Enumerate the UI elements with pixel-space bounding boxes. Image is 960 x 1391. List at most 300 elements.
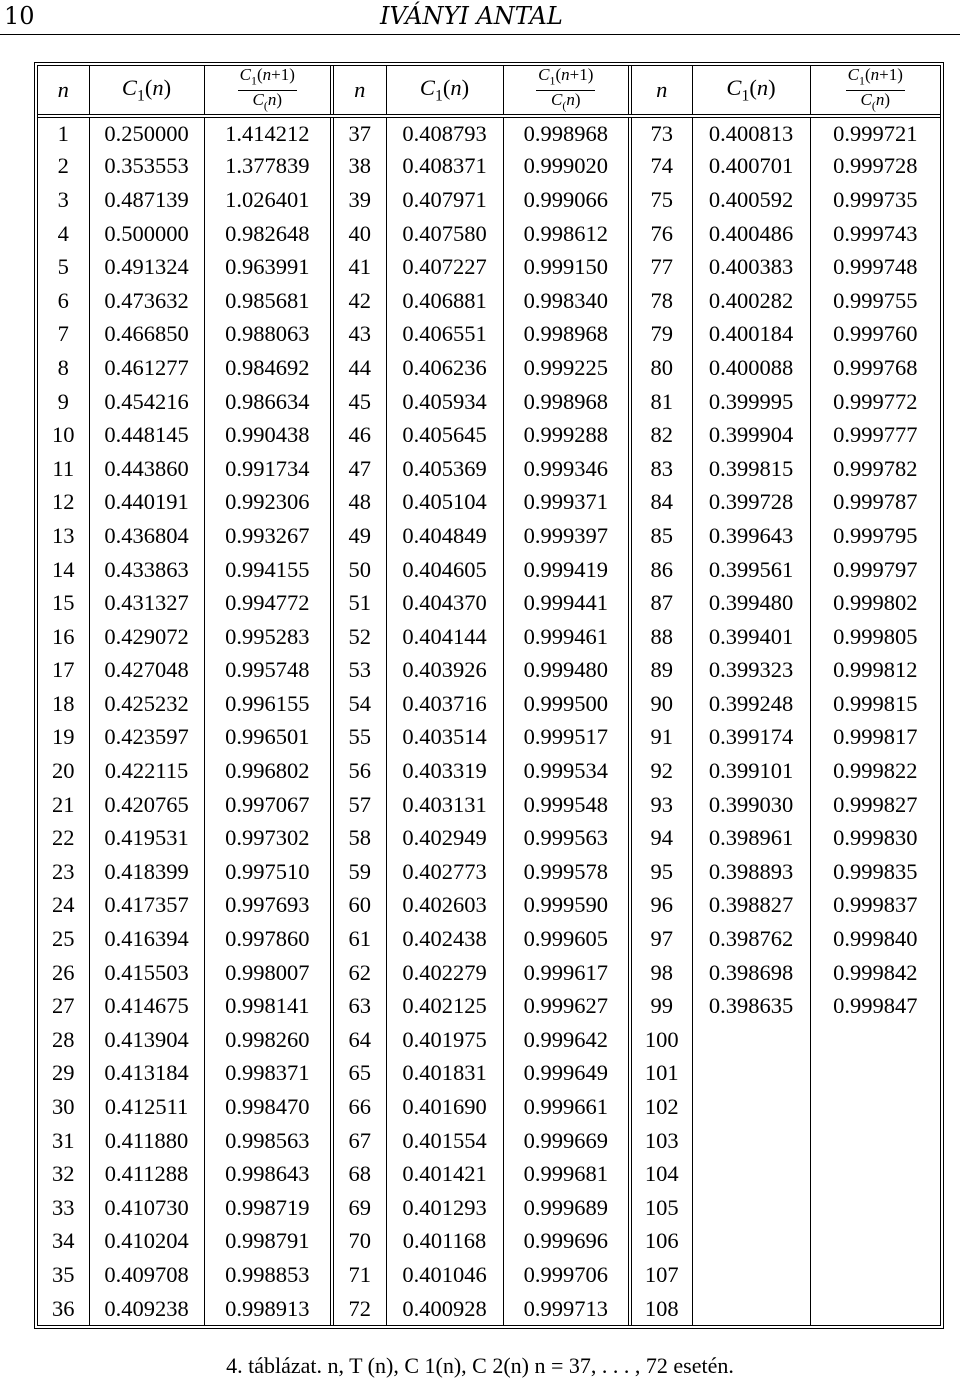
table-cell: 0.999797 [810, 553, 940, 587]
table-cell: 57 [332, 788, 386, 822]
table-cell: 0.414675 [89, 989, 204, 1023]
table-cell: 0.398635 [692, 989, 810, 1023]
table-row [38, 687, 940, 721]
table-row [38, 183, 940, 217]
table-cell: 0.999642 [503, 1023, 630, 1057]
table-cell: 0.407227 [386, 250, 503, 284]
table-cell: 39 [332, 183, 386, 217]
table-cell [692, 1090, 810, 1124]
table-cell: 0.454216 [89, 385, 204, 419]
table-cell: 0.412511 [89, 1090, 204, 1124]
table-cell: 0.404370 [386, 586, 503, 620]
table-row [38, 721, 940, 755]
table-cell: 0.999346 [503, 452, 630, 486]
table-cell: 46 [332, 418, 386, 452]
table-cell: 0.407580 [386, 217, 503, 251]
table-row [38, 989, 940, 1023]
table-cell: 0.405369 [386, 452, 503, 486]
table-cell: 0.999827 [810, 788, 940, 822]
table-cell: 48 [332, 486, 386, 520]
table-cell [810, 1157, 940, 1191]
column-header: $C_1(n)$ [386, 66, 503, 116]
column-header: n [332, 66, 386, 116]
table-row [38, 217, 940, 251]
table-row [38, 284, 940, 318]
table-cell: 0.999735 [810, 183, 940, 217]
table-cell: 26 [52, 959, 75, 985]
table-cell: 0.399174 [692, 721, 810, 755]
table-cell: 0.999787 [810, 486, 940, 520]
table-row [38, 519, 940, 553]
table-cell: 89 [630, 654, 692, 688]
table-cell: 9 [57, 388, 69, 414]
table-cell: 0.403319 [386, 754, 503, 788]
table-cell: 43 [332, 318, 386, 352]
table-cell: 23 [52, 858, 75, 884]
table-cell: 10 [52, 422, 75, 448]
table-cell: 0.999419 [503, 553, 630, 587]
table-cell: 0.402603 [386, 889, 503, 923]
table-cell: 50 [332, 553, 386, 587]
table-cell: 79 [630, 318, 692, 352]
table-cell: 104 [630, 1157, 692, 1191]
table-cell: 0.990438 [204, 418, 332, 452]
table-cell: 0.999669 [503, 1124, 630, 1158]
table-row [38, 1191, 940, 1225]
table-cell: 0.986634 [204, 385, 332, 419]
table-cell: 6 [57, 287, 69, 313]
table-cell: 0.411288 [89, 1157, 204, 1191]
table-cell: 74 [630, 150, 692, 184]
table-cell: 2 [57, 153, 69, 179]
table-row [38, 821, 940, 855]
table-cell: 101 [630, 1057, 692, 1091]
table-cell: 0.999822 [810, 754, 940, 788]
table-cell [692, 1124, 810, 1158]
table-cell: 0.403716 [386, 687, 503, 721]
table-cell: 42 [332, 284, 386, 318]
table-cell: 0.500000 [89, 217, 204, 251]
table-cell: 86 [630, 553, 692, 587]
table-cell: 0.402773 [386, 855, 503, 889]
table-cell: 0.999805 [810, 620, 940, 654]
column-header: $\frac{C_1(n+1)}{C_(n)}$ [810, 66, 940, 116]
table-cell: 51 [332, 586, 386, 620]
table-cell: 0.999782 [810, 452, 940, 486]
table-cell: 0.999706 [503, 1258, 630, 1292]
page-header [0, 0, 960, 36]
table-cell: 0.997067 [204, 788, 332, 822]
table-cell: 0.999441 [503, 586, 630, 620]
column-header: $\frac{C_1(n+1)}{C_(n)}$ [503, 66, 630, 116]
table-row [38, 418, 940, 452]
table-cell: 0.998340 [503, 284, 630, 318]
table-cell: 0.997302 [204, 821, 332, 855]
page-number: 10 [4, 2, 35, 30]
table-cell: 0.400701 [692, 150, 810, 184]
table-cell: 59 [332, 855, 386, 889]
table-cell: 78 [630, 284, 692, 318]
table-cell [692, 1225, 810, 1259]
table-cell: 24 [52, 892, 75, 918]
table-cell: 0.404849 [386, 519, 503, 553]
table-cell: 0.399728 [692, 486, 810, 520]
table-cell: 0.999802 [810, 586, 940, 620]
table-cell: 0.399815 [692, 452, 810, 486]
table-cell: 0.999847 [810, 989, 940, 1023]
running-title: IVÁNYI ANTAL [380, 2, 563, 30]
table-cell [810, 1191, 940, 1225]
table-cell: 14 [52, 556, 75, 582]
table-cell: 12 [52, 489, 75, 515]
table-cell: 85 [630, 519, 692, 553]
table-cell: 96 [630, 889, 692, 923]
column-header: n [38, 66, 89, 116]
table-cell: 0.998853 [204, 1258, 332, 1292]
table-cell: 0.403131 [386, 788, 503, 822]
table-cell: 19 [52, 724, 75, 750]
table-cell: 17 [52, 657, 75, 683]
table-cell: 0.998913 [204, 1292, 332, 1326]
table-cell: 0.998470 [204, 1090, 332, 1124]
table-cell: 40 [332, 217, 386, 251]
table-cell: 0.400592 [692, 183, 810, 217]
table-row [38, 116, 940, 150]
table-cell: 0.998371 [204, 1057, 332, 1091]
table-cell [810, 1225, 940, 1259]
table-cell: 60 [332, 889, 386, 923]
table-cell: 65 [332, 1057, 386, 1091]
table-cell: 0.401293 [386, 1191, 503, 1225]
table-cell: 0.998791 [204, 1225, 332, 1259]
table-cell: 0.398762 [692, 922, 810, 956]
table-cell: 0.998968 [503, 116, 630, 150]
table-cell: 0.999748 [810, 250, 940, 284]
table-cell: 0.398698 [692, 956, 810, 990]
table-cell: 0.998643 [204, 1157, 332, 1191]
table-cell: 0.400282 [692, 284, 810, 318]
table-cell: 0.999721 [810, 116, 940, 150]
table-cell: 0.431327 [89, 586, 204, 620]
table-cell: 0.399401 [692, 620, 810, 654]
table-cell: 0.999517 [503, 721, 630, 755]
table-cell: 0.999777 [810, 418, 940, 452]
table-row [38, 1023, 940, 1057]
table-cell: 0.999578 [503, 855, 630, 889]
table-cell: 0.487139 [89, 183, 204, 217]
table-cell: 0.443860 [89, 452, 204, 486]
table-cell: 97 [630, 922, 692, 956]
table-cell: 0.998007 [204, 956, 332, 990]
table-row [38, 1090, 940, 1124]
table-cell: 0.422115 [89, 754, 204, 788]
table-cell: 0.410730 [89, 1191, 204, 1225]
table-cell: 0.409238 [89, 1292, 204, 1326]
table-cell: 0.413904 [89, 1023, 204, 1057]
table-row [38, 452, 940, 486]
table-cell: 15 [52, 590, 75, 616]
table-cell: 0.994772 [204, 586, 332, 620]
table-cell: 63 [332, 989, 386, 1023]
table-cell: 53 [332, 654, 386, 688]
table-cell: 0.399904 [692, 418, 810, 452]
table-cell: 0.402125 [386, 989, 503, 1023]
table-row [38, 1225, 940, 1259]
table-header-row [38, 66, 940, 116]
table-cell: 56 [332, 754, 386, 788]
table-cell: 76 [630, 217, 692, 251]
table-cell: 1 [57, 120, 69, 146]
table-cell: 0.999772 [810, 385, 940, 419]
table-cell: 18 [52, 690, 75, 716]
table-cell: 35 [52, 1261, 75, 1287]
table-cell: 0.427048 [89, 654, 204, 688]
table-cell: 0.440191 [89, 486, 204, 520]
table-cell: 0.992306 [204, 486, 332, 520]
table-cell: 0.999696 [503, 1225, 630, 1259]
table-cell: 0.491324 [89, 250, 204, 284]
table-cell: 55 [332, 721, 386, 755]
table-row [38, 250, 940, 284]
table-cell: 21 [52, 791, 75, 817]
table-cell: 0.405645 [386, 418, 503, 452]
table-cell: 67 [332, 1124, 386, 1158]
table-cell: 33 [52, 1194, 75, 1220]
table-cell [810, 1124, 940, 1158]
table-cell: 75 [630, 183, 692, 217]
table-cell: 81 [630, 385, 692, 419]
table-cell: 0.401046 [386, 1258, 503, 1292]
table-cell [810, 1057, 940, 1091]
table-body [38, 116, 940, 1325]
table-cell: 34 [52, 1228, 75, 1254]
table-cell: 3 [57, 186, 69, 212]
table-cell: 0.999461 [503, 620, 630, 654]
table-cell: 54 [332, 687, 386, 721]
table-cell: 0.401690 [386, 1090, 503, 1124]
table-cell: 0.999548 [503, 788, 630, 822]
table-cell: 92 [630, 754, 692, 788]
table-cell: 0.999815 [810, 687, 940, 721]
table-cell: 0.996802 [204, 754, 332, 788]
table-cell: 0.413184 [89, 1057, 204, 1091]
table-cell: 0.999689 [503, 1191, 630, 1225]
header-rule [0, 34, 960, 35]
table-cell: 0.403926 [386, 654, 503, 688]
table-cell: 71 [332, 1258, 386, 1292]
table-cell: 0.416394 [89, 922, 204, 956]
table-row [38, 855, 940, 889]
table-cell: 0.400928 [386, 1292, 503, 1326]
table-cell: 83 [630, 452, 692, 486]
table-cell: 0.997860 [204, 922, 332, 956]
table-cell: 62 [332, 956, 386, 990]
table-cell: 0.999066 [503, 183, 630, 217]
table-cell: 66 [332, 1090, 386, 1124]
table-cell: 16 [52, 623, 75, 649]
table-row [38, 922, 940, 956]
table-cell: 0.423597 [89, 721, 204, 755]
table-cell: 0.991734 [204, 452, 332, 486]
table-cell: 0.405934 [386, 385, 503, 419]
table-cell: 0.999842 [810, 956, 940, 990]
table-cell: 0.999225 [503, 351, 630, 385]
table-cell: 72 [332, 1292, 386, 1326]
table-cell: 102 [630, 1090, 692, 1124]
table-cell: 91 [630, 721, 692, 755]
table-cell: 108 [630, 1292, 692, 1326]
table-row [38, 889, 940, 923]
table-cell: 0.400383 [692, 250, 810, 284]
table-cell: 0.403514 [386, 721, 503, 755]
table-cell: 106 [630, 1225, 692, 1259]
table-cell: 80 [630, 351, 692, 385]
table-cell: 0.999743 [810, 217, 940, 251]
table-cell: 0.401975 [386, 1023, 503, 1057]
table-cell [692, 1258, 810, 1292]
table-cell: 52 [332, 620, 386, 654]
table-cell: 103 [630, 1124, 692, 1158]
table-row [38, 788, 940, 822]
table-cell: 0.999812 [810, 654, 940, 688]
table-cell [692, 1157, 810, 1191]
table-cell [810, 1292, 940, 1326]
table-row [38, 754, 940, 788]
table-cell: 70 [332, 1225, 386, 1259]
table-cell: 0.398893 [692, 855, 810, 889]
table-row [38, 1124, 940, 1158]
table-cell: 0.999480 [503, 654, 630, 688]
table-row [38, 553, 940, 587]
table-cell: 0.398827 [692, 889, 810, 923]
table-cell: 0.999371 [503, 486, 630, 520]
table-cell: 0.999661 [503, 1090, 630, 1124]
table-cell: 0.419531 [89, 821, 204, 855]
table-row [38, 1292, 940, 1326]
table-cell: 0.999755 [810, 284, 940, 318]
table-row [38, 1057, 940, 1091]
table-cell: 0.411880 [89, 1124, 204, 1158]
table-cell: 0.997693 [204, 889, 332, 923]
table-cell: 0.982648 [204, 217, 332, 251]
table-row [38, 1258, 940, 1292]
table-cell: 0.995748 [204, 654, 332, 688]
table-cell: 0.998563 [204, 1124, 332, 1158]
table-cell: 36 [52, 1295, 75, 1321]
table-cell: 0.998612 [503, 217, 630, 251]
column-header: n [630, 66, 692, 116]
table-cell: 1.414212 [204, 116, 332, 150]
table-cell: 0.997510 [204, 855, 332, 889]
table-cell: 49 [332, 519, 386, 553]
table-cell: 0.401831 [386, 1057, 503, 1091]
table-cell: 37 [332, 116, 386, 150]
table-cell [692, 1292, 810, 1326]
table-cell: 1.026401 [204, 183, 332, 217]
table-cell: 0.425232 [89, 687, 204, 721]
table-cell: 0.448145 [89, 418, 204, 452]
table-cell: 0.408371 [386, 150, 503, 184]
table-cell: 73 [630, 116, 692, 150]
table-cell: 0.415503 [89, 956, 204, 990]
table-cell: 0.429072 [89, 620, 204, 654]
table-cell: 90 [630, 687, 692, 721]
table-cell: 0.993267 [204, 519, 332, 553]
table-cell [692, 1023, 810, 1057]
table-cell: 82 [630, 418, 692, 452]
table-cell: 0.999397 [503, 519, 630, 553]
table-cell: 0.999760 [810, 318, 940, 352]
table-cell: 0.999649 [503, 1057, 630, 1091]
table-cell: 0.401421 [386, 1157, 503, 1191]
table-cell: 0.410204 [89, 1225, 204, 1259]
table-cell: 0.399995 [692, 385, 810, 419]
table-cell: 0.998141 [204, 989, 332, 1023]
table-cell: 0.433863 [89, 553, 204, 587]
table-caption: 4. táblázat. n, T (n), C 1(n), C 2(n) n = 37, . . . , 72 esetén. [226, 1353, 734, 1378]
table-cell: 105 [630, 1191, 692, 1225]
table-cell: 0.999563 [503, 821, 630, 855]
table-cell: 84 [630, 486, 692, 520]
table-cell: 0.999534 [503, 754, 630, 788]
table-cell: 29 [52, 1060, 75, 1086]
table-cell: 0.399248 [692, 687, 810, 721]
table-cell [692, 1057, 810, 1091]
results-table-frame [37, 65, 941, 1326]
table-row [38, 385, 940, 419]
table-cell: 32 [52, 1161, 75, 1187]
table-cell: 0.999835 [810, 855, 940, 889]
table-cell: 0.399323 [692, 654, 810, 688]
table-cell: 0.995283 [204, 620, 332, 654]
table-cell: 0.998719 [204, 1191, 332, 1225]
table-cell: 0.998968 [503, 318, 630, 352]
table-cell: 47 [332, 452, 386, 486]
table-row [38, 586, 940, 620]
table-cell: 0.417357 [89, 889, 204, 923]
table-cell: 0.400184 [692, 318, 810, 352]
table-cell: 0.999020 [503, 150, 630, 184]
table-cell: 0.999617 [503, 956, 630, 990]
table-cell [810, 1258, 940, 1292]
table-cell: 31 [52, 1127, 75, 1153]
table-cell: 11 [52, 455, 75, 481]
table-cell: 64 [332, 1023, 386, 1057]
table-cell: 0.409708 [89, 1258, 204, 1292]
table-cell: 22 [52, 825, 75, 851]
table-cell: 0.401168 [386, 1225, 503, 1259]
table-cell: 0.436804 [89, 519, 204, 553]
table-row [38, 620, 940, 654]
table-cell: 0.999590 [503, 889, 630, 923]
table-cell: 0.408793 [386, 116, 503, 150]
table-cell: 0.400486 [692, 217, 810, 251]
table-cell: 69 [332, 1191, 386, 1225]
column-header: $C_1(n)$ [692, 66, 810, 116]
table-cell: 0.999288 [503, 418, 630, 452]
table-cell [810, 1023, 940, 1057]
table-cell: 98 [630, 956, 692, 990]
table-cell: 0.402279 [386, 956, 503, 990]
table-cell: 4 [57, 220, 69, 246]
table-cell: 1.377839 [204, 150, 332, 184]
table-cell: 0.399643 [692, 519, 810, 553]
table-cell: 68 [332, 1157, 386, 1191]
table-cell: 0.984692 [204, 351, 332, 385]
table-cell: 0.399030 [692, 788, 810, 822]
table-cell: 0.250000 [89, 116, 204, 150]
table-cell: 0.999768 [810, 351, 940, 385]
